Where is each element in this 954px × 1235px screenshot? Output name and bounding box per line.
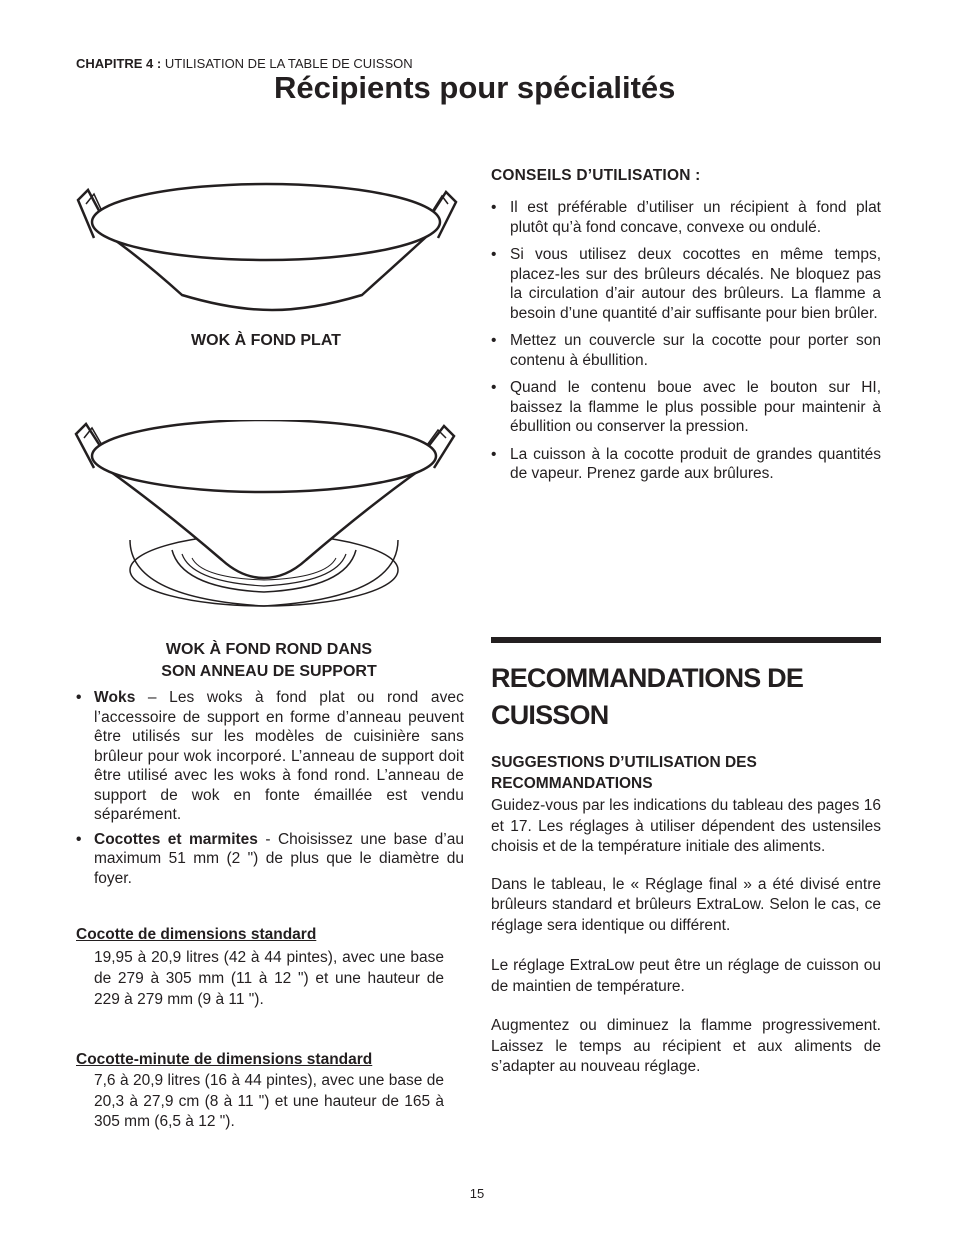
bullet-term: Woks: [94, 689, 136, 706]
cookware-bullets: [76, 688, 464, 888]
page-title: Récipients pour spécialités: [274, 70, 676, 105]
list-item: [76, 830, 464, 889]
chapter-number: CHAPITRE 4 :: [76, 56, 162, 71]
round-wok-caption-line2: SON ANNEAU DE SUPPORT: [161, 663, 377, 680]
conseils-list: [491, 198, 881, 484]
paragraph: Augmentez ou diminuez la flamme progressivement. Laissez le temps au récipient et aux aliments de s’adapter au nouveau réglage.: [491, 1017, 881, 1075]
pressure-cooker-heading: Cocotte-minute de dimensions standard: [76, 1050, 373, 1068]
list-item: [76, 688, 464, 825]
conseils-heading: CONSEILS D’UTILISATION :: [491, 167, 701, 184]
standard-pot-heading: Cocotte de dimensions standard: [76, 926, 317, 943]
left-column: [76, 688, 464, 1133]
round-wok-caption: [76, 639, 462, 683]
standard-pot-text: 19,95 à 20,9 litres (42 à 44 pintes), avec une base de 279 à 305 mm (11 à 12 ") et une hauteur de 229 à 279 mm (9 à 11 ").: [94, 948, 444, 1008]
paragraph: Guidez-vous par les indications du tableau des pages 16 et 17. Les réglages à utiliser dépendent des ustensiles choisis et de la température initiale des aliments.: [491, 797, 881, 855]
bullet-text: - Choisissez une base d’au maximum 51 mm (2 ") de plus que le diamètre du foyer.: [94, 830, 464, 887]
list-item: • La cuisson à la cocotte produit de grandes quantités de vapeur. Prenez garde aux brûlures.: [491, 445, 881, 484]
flat-wok-illustration: [72, 180, 464, 315]
list-item: • Il est préférable d’utiliser un récipient à fond plat plutôt qu’à fond concave, convexe ou ondulé.: [491, 198, 881, 237]
section-title-line2: CUISSON: [491, 700, 609, 730]
list-item: • Quand le contenu boue avec le bouton sur HI, baissez la flamme le plus possible pour maintenir à ébullition ou conserver la pression.: [491, 378, 881, 437]
paragraph: Le réglage ExtraLow peut être un réglage de cuisson ou de maintien de température.: [491, 957, 881, 995]
conseils-list-box: [491, 198, 881, 492]
list-item: • Si vous utilisez deux cocottes en même temps, placez-les sur des brûleurs décalés. Ne bloquez pas la circulation d’air autour des brûleurs. La flamme a besoin d’une quantité d’air suffisante pour bien brûler.: [491, 245, 881, 323]
section-title-line1: RECOMMANDATIONS DE: [491, 663, 804, 693]
round-wok-illustration: [72, 420, 464, 610]
page-number: 15: [469, 1186, 485, 1201]
section-divider: [491, 637, 881, 643]
chapter-label: [76, 56, 413, 71]
flat-wok-caption: WOK À FOND PLAT: [191, 332, 341, 349]
chapter-title: UTILISATION DE LA TABLE DE CUISSON: [164, 56, 413, 71]
pressure-cooker-text: 7,6 à 20,9 litres (16 à 44 pintes), avec une base de 20,3 à 27,9 cm (8 à 11 ") et une hauteur de 165 à 305 mm (6,5 à 12 ").: [94, 1072, 444, 1130]
recommendations-body: [491, 796, 881, 1078]
list-item: • Mettez un couvercle sur la cocotte pour porter son contenu à ébullition.: [491, 331, 881, 370]
round-wok-caption-line1: WOK À FOND ROND DANS: [165, 641, 373, 658]
section-title: [491, 660, 803, 734]
bullet-term: Cocottes et marmites: [94, 830, 258, 848]
suggestions-heading: SUGGESTIONS D’UTILISATION DES RECOMMANDATIONS: [491, 754, 757, 792]
paragraph: Dans le tableau, le « Réglage final » a été divisé entre brûleurs standard et brûleurs ExtraLow. Selon le cas, ce réglage sera identique ou différent.: [491, 875, 881, 934]
bullet-text: – Les woks à fond plat ou rond avec l’accessoire de support en forme d’anneau peuvent être utilisés sur les modèles de cuisinière sans brûleur pour wok incorporé. L’anneau de support doit être utilisé avec les woks à fond rond. L’anneau de support de wok en fonte émaillée est vendu séparément.: [94, 689, 464, 823]
